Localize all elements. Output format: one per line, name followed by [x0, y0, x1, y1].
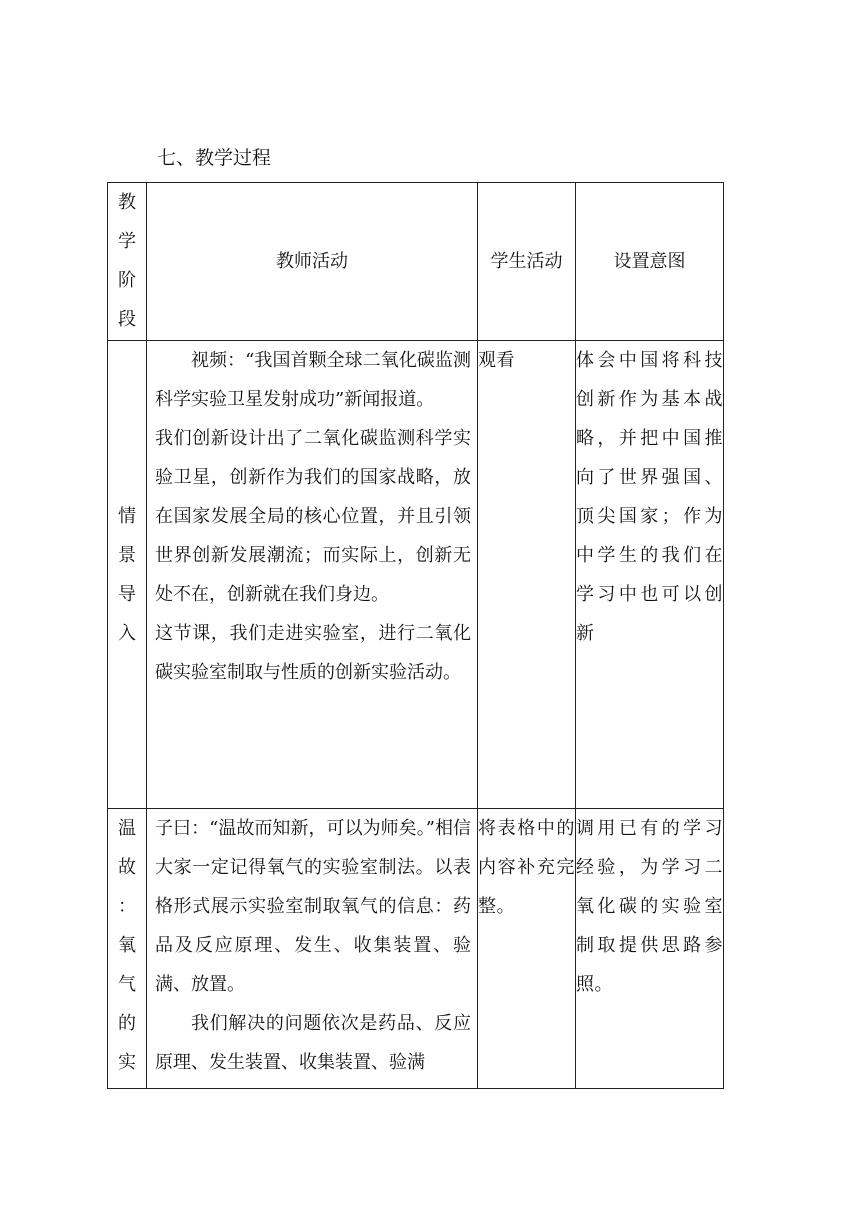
stage-char: 入 — [118, 622, 136, 644]
student-activity-cell: 将表格中的内容补充完整。 — [478, 809, 576, 1089]
teaching-process-table — [107, 182, 724, 1089]
stage-cell — [108, 341, 147, 809]
teacher-activity-cell — [147, 809, 478, 1089]
header-intent: 设置意图 — [576, 183, 724, 341]
table-row — [108, 809, 724, 1089]
stage-char: 气 — [118, 974, 136, 995]
section-heading: 七、教学过程 — [157, 147, 272, 169]
header-stage — [108, 183, 147, 341]
teacher-paragraph: 子曰：“温故而知新，可以为师矣。”相信大家一定记得氧气的实验室制法。以表格形式展示实验室制取氧气的信息：药品及反应原理、发生、收集装置、验满、放置。 — [155, 818, 471, 995]
stage-char: 故 — [118, 857, 136, 878]
stage-char: 情 — [118, 505, 136, 527]
student-activity-cell: 观看 — [478, 341, 576, 809]
stage-char: 实 — [118, 1052, 136, 1073]
teacher-paragraph: 我们解决的问题依次是药品、反应原理、发生装置、收集装置、验满 — [155, 1013, 471, 1073]
stage-char: 导 — [118, 583, 136, 605]
stage-char: 的 — [118, 1013, 136, 1034]
teacher-paragraph: 我们创新设计出了二氧化碳监测科学实验卫星，创新作为我们的国家战略，放在国家发展全局的核心位置，并且引领世界创新发展潮流；而实际上，创新无处不在，创新就在我们身边。 — [155, 428, 471, 605]
intent-cell: 体会中国将科技创新作为基本战略，并把中国推向了世界强国、顶尖国家；作为中学生的我们在学习中也可以创新 — [576, 341, 724, 809]
header-teacher: 教师活动 — [147, 183, 478, 341]
stage-char: 景 — [118, 544, 136, 566]
teacher-activity-cell — [147, 341, 478, 809]
intent-cell: 调用已有的学习经验，为学习二氧化碳的实验室制取提供思路参照。 — [576, 809, 724, 1089]
stage-char: ： — [118, 896, 136, 917]
header-stage-char: 段 — [118, 309, 136, 330]
stage-cell — [108, 809, 147, 1089]
stage-char: 温 — [118, 818, 136, 839]
header-student: 学生活动 — [478, 183, 576, 341]
header-stage-char: 教 — [118, 192, 136, 213]
header-stage-char: 学 — [118, 231, 136, 252]
stage-char: 氧 — [118, 935, 136, 956]
table-row — [108, 341, 724, 809]
teacher-paragraph: 这节课，我们走进实验室，进行二氧化碳实验室制取与性质的创新实验活动。 — [155, 623, 471, 683]
table-header-row — [108, 183, 724, 341]
header-stage-char: 阶 — [118, 270, 136, 291]
teacher-paragraph: 视频：“我国首颗全球二氧化碳监测科学实验卫星发射成功”新闻报道。 — [155, 350, 471, 410]
